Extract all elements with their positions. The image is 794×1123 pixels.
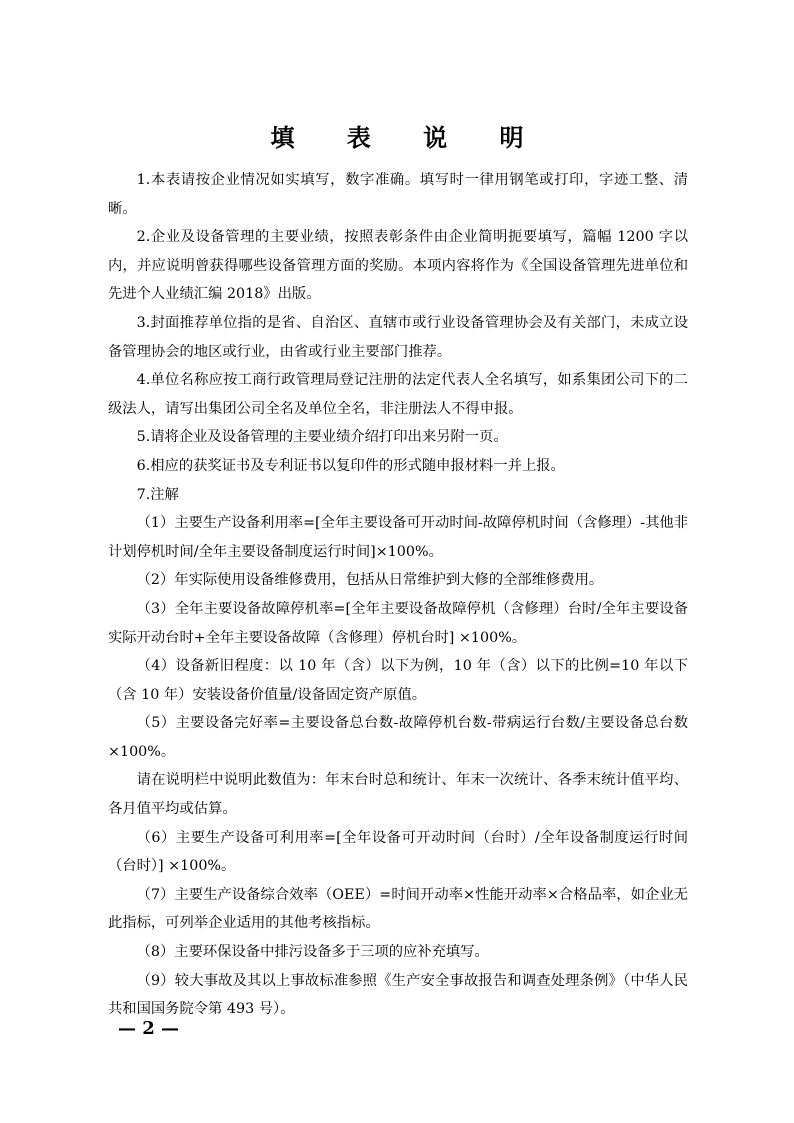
annotation-item: （1）主要生产设备利用率=[全年主要设备可开动时间-故障停机时间（含修理）-其他非计划停机时间/全年主要设备制度运行时间]×100%。	[108, 515, 688, 560]
instruction-paragraph: 4.单位名称应按工商行政管理局登记注册的法定代表人全名填写，如系集团公司下的二级法人，请写出集团公司全名及单位全名，非注册法人不得申报。	[108, 372, 688, 417]
annotation-item: （7）主要生产设备综合效率（OEE）=时间开动率×性能开动率×合格品率，如企业无此指标，可列举企业适用的其他考核指标。	[108, 886, 688, 932]
annotation-item: （9）较大事故及其以上事故标准参照《生产安全事故报告和调查处理条例》（中华人民共和国国务院令第 493 号）。	[108, 972, 688, 1018]
page-number: — 2 —	[118, 1018, 180, 1039]
annotation-item: （4）设备新旧程度：以 10 年（含）以下为例，10 年（含）以下的比例=10 年以下（含 10 年）安装设备价值量/设备固定资产原值。	[108, 658, 688, 703]
annotation-item: （5）主要设备完好率=主要设备总台数-故障停机台数-带病运行台数/主要设备总台数×100%。	[108, 715, 688, 760]
instruction-paragraph: 5.请将企业及设备管理的主要业绩介绍打印出来另附一页。	[136, 429, 508, 446]
annotation-note: 请在说明栏中说明此数值为：年末台时总和统计、年末一次统计、各季末统计值平均、各月值平均或估算。	[108, 772, 688, 818]
annotation-item: （3）全年主要设备故障停机率=[全年主要设备故障停机（含修理）台时/全年主要设备实际开动台时+全年主要设备故障（含修理）停机台时] ×100%。	[108, 600, 688, 646]
instruction-paragraph: 1.本表请按企业情况如实填写，数字准确。填写时一律用钢笔或打印，字迹工整、清晰。	[108, 172, 688, 217]
instruction-paragraph: 3.封面推荐单位指的是省、自治区、直辖市或行业设备管理协会及有关部门，未成立设备管理协会的地区或行业，由省或行业主要部门推荐。	[108, 314, 688, 360]
annotation-item: （8）主要环保设备中排污设备多于三项的应补充填写。	[136, 944, 489, 961]
page-title: 填 表 说 明	[270, 123, 546, 152]
annotation-item: （2）年实际使用设备维修费用，包括从日常维护到大修的全部维修费用。	[136, 572, 604, 589]
instruction-paragraph: 7.注解	[136, 486, 179, 503]
instructions-body	[108, 166, 688, 1024]
annotation-item: （6）主要生产设备可利用率=[全年设备可开动时间（台时）/全年设备制度运行时间（台时）] ×100%。	[108, 829, 688, 875]
instruction-paragraph: 2.企业及设备管理的主要业绩，按照表彰条件由企业简明扼要填写，篇幅 1200 字以内，并应说明曾获得哪些设备管理方面的奖励。本项内容将作为《全国设备管理先进单位和先进个人业绩汇编 2018》出版。	[108, 229, 688, 303]
instruction-paragraph: 6.相应的获奖证书及专利证书以复印件的形式随申报材料一并上报。	[136, 457, 565, 474]
